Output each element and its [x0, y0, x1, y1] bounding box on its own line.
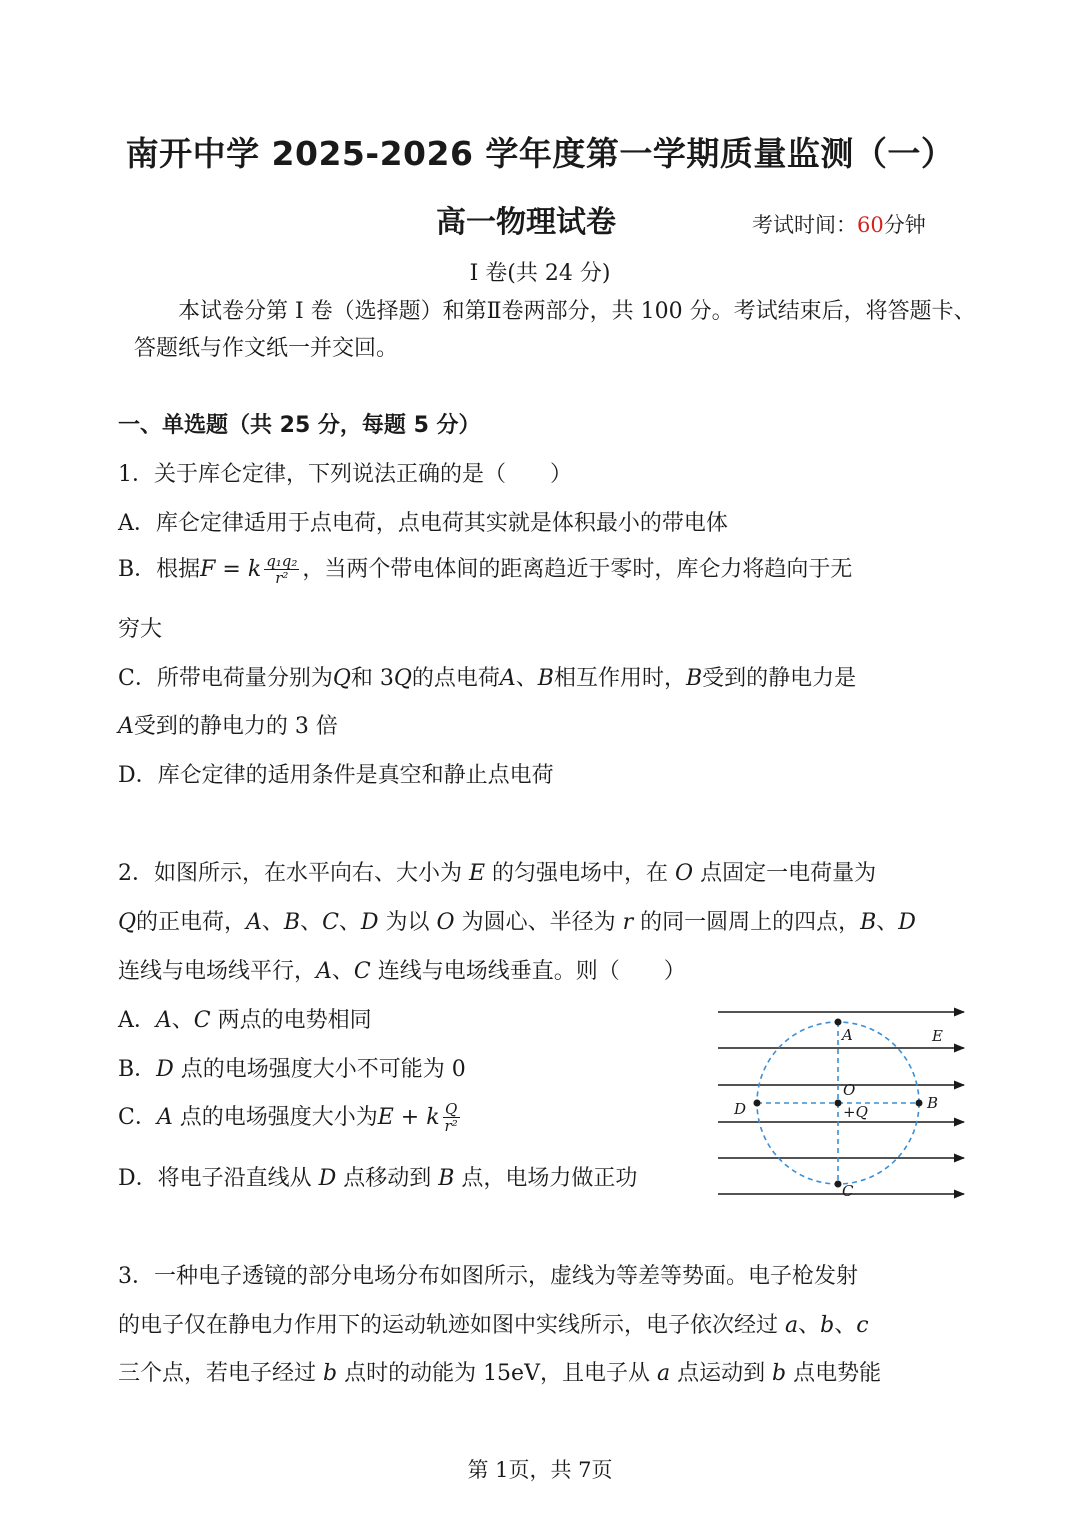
q1-option-d: D．库仑定律的适用条件是真空和静止点电荷	[118, 763, 554, 788]
q2-option-c	[118, 1100, 463, 1134]
q1-b-suffix: ，当两个带电体间的距离趋近于零时，库仑力将趋向于无	[302, 557, 853, 582]
q1-option-b	[118, 552, 852, 586]
q1-stem: 1．关于库仑定律，下列说法正确的是（ ）	[118, 462, 572, 487]
exam-time-value: 60	[857, 213, 884, 237]
label-b: B	[927, 1094, 939, 1112]
q2-c-prefix: C．𝐴 点的电场强度大小为	[118, 1105, 378, 1130]
q3-stem-line2: 的电子仅在静电力作用下的运动轨迹如图中实线所示，电子依次经过 𝑎、𝑏、𝑐	[118, 1313, 869, 1338]
volume-heading: I 卷(共 24 分)	[469, 261, 611, 286]
exam-time-label: 考试时间：	[752, 213, 857, 237]
page-footer: 第 1页，共 7页	[467, 1458, 613, 1482]
q1-b-fraction	[264, 554, 299, 586]
label-d: D	[734, 1100, 747, 1118]
q2-option-a: A．𝐴、𝐶 两点的电势相同	[118, 1008, 372, 1033]
label-a: A	[842, 1026, 853, 1044]
q1-option-b-cont: 穷大	[118, 617, 163, 642]
q2-option-d: D．将电子沿直线从 𝐷 点移动到 𝐵 点，电场力做正功	[118, 1166, 638, 1191]
q1-option-a: A．库仑定律适用于点电荷，点电荷其实就是体积最小的带电体	[118, 511, 728, 536]
q2-c-denominator: r²	[444, 1117, 458, 1135]
q1-b-numerator: q₁q₂	[266, 552, 298, 570]
q2-stem-line2: 𝑄的正电荷，𝐴、𝐵、𝐶、𝐷 为以 𝑂 为圆心、半径为 𝑟 的同一圆周上的四点，𝐵、𝐷	[118, 910, 916, 935]
label-plus-q: +Q	[843, 1103, 868, 1121]
q1-b-prefix: B．根据	[118, 557, 201, 582]
point-o	[835, 1100, 842, 1107]
intro-line-1: 本试卷分第 I 卷（选择题）和第Ⅱ卷两部分，共 100 分。考试结束后，将答题卡、	[178, 299, 976, 324]
exam-time-unit: 分钟	[883, 213, 926, 237]
exam-subtitle: 高一物理试卷	[436, 205, 616, 240]
intro-line-2: 答题纸与作文纸一并交回。	[134, 336, 399, 361]
q2-stem-line3: 连线与电场线平行，𝐴、𝐶 连线与电场线垂直。则（ ）	[118, 959, 686, 984]
point-b	[916, 1100, 923, 1107]
q2-c-numerator: Q	[444, 1100, 458, 1118]
exam-time	[752, 209, 926, 239]
point-c	[835, 1181, 842, 1188]
q1-b-denominator: r²	[264, 569, 299, 586]
q1-option-c-line2: 𝐴受到的静电力的 3 倍	[118, 714, 338, 739]
q3-stem-line3: 三个点，若电子经过 𝑏 点时的动能为 15eV，且电子从 𝑎 点运动到 𝑏 点电势能	[118, 1361, 882, 1386]
q2-c-fraction	[443, 1102, 460, 1134]
q2-stem-line1: 2．如图所示，在水平向右、大小为 𝐸 的匀强电场中，在 𝑂 点固定一电荷量为	[118, 861, 877, 886]
q2-c-formula: E + k	[377, 1105, 440, 1130]
electric-field-figure	[712, 996, 974, 1210]
q3-stem-line1: 3．一种电子透镜的部分电场分布如图所示，虚线为等差等势面。电子枪发射	[118, 1264, 858, 1289]
q1-b-formula: F = k	[200, 557, 262, 582]
point-a	[835, 1019, 842, 1026]
label-c: C	[842, 1182, 854, 1200]
q2-option-b: B．𝐷 点的电场强度大小不可能为 0	[118, 1057, 466, 1082]
section-heading: 一、单选题（共 25 分，每题 5 分）	[118, 413, 481, 438]
q1-option-c-line1: C．所带电荷量分别为𝑄和 3𝑄的点电荷𝐴、𝐵相互作用时，𝐵受到的静电力是	[118, 666, 857, 691]
point-d	[754, 1100, 761, 1107]
label-e: E	[932, 1027, 943, 1045]
exam-title: 南开中学 2025-2026 学年度第一学期质量监测（一）	[125, 134, 955, 173]
label-o: O	[843, 1081, 856, 1099]
